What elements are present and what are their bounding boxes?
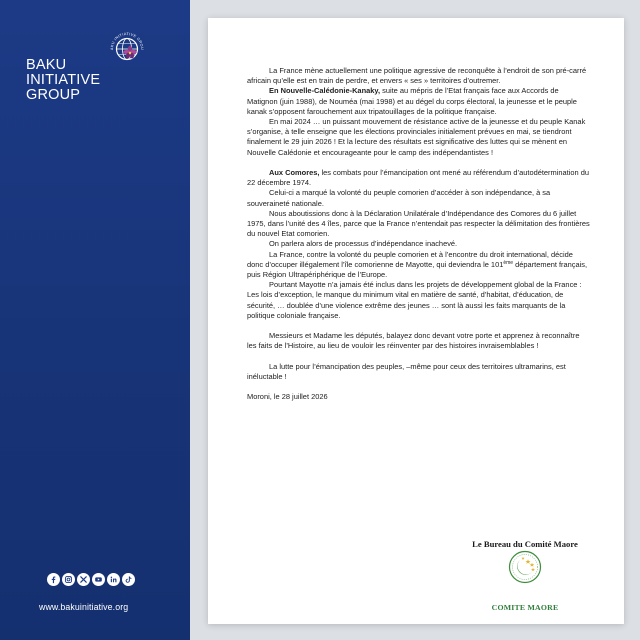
signature-title: Le Bureau du Comité Maore <box>472 539 578 549</box>
letter-paragraph-6: Nous aboutissions donc à la Déclaration Unilatérale d’Indépendance des Comores du 6 juillet 1975, dans l’unité des 4 îles, parce que la France n’entendait pas respecter la délimitation des frontières du nouvel Etat comorien. <box>247 208 590 239</box>
letter-paragraph-10: Messieurs et Madame les députés, balayez donc devant votre porte et apprenez à reconnaître les faits de l’Histoire, au lieu de vouloir les réinventer par des histoires invraisemblables ! <box>247 331 580 351</box>
tiktok-icon[interactable] <box>122 573 135 586</box>
organization-name: COMITE MAORE <box>491 603 559 612</box>
letter-paragraph-2-text: suite au mépris de l’Etat français face aux Accords de Matignon (juin 1988), de Nouméa (mai 1998) et au dégel du corps électoral, la jeunesse et le peuple kanak s’opposent farouchement aux tripatouillages de la politique française. <box>247 86 577 116</box>
brand-line-baku: BAKU <box>26 57 67 73</box>
letter-paragraph-4-text: les combats pour l’émancipation ont mené au référendum d’autodétermination du 22 décembre 1974. <box>247 168 589 188</box>
letter-paragraph-2 <box>247 86 591 117</box>
logo-arc-text: AKU INITIATIVE GROU <box>109 31 145 51</box>
linkedin-icon[interactable] <box>107 573 120 586</box>
letter-paragraph-1: La France mène actuellement une politique agressive de reconquête à l’endroit de son pré-carré africain qu’elle est en train de perdre, et envers « ses » territoires d’outremer. <box>247 66 587 86</box>
letter-paragraph-11: La lutte pour l’émancipation des peuples, –même pour ceux des territoires ultramarins, est inéluctable ! <box>247 361 566 382</box>
letter-body <box>247 66 591 403</box>
letter-paragraph-5: Celui-ci a marqué la volonté du peuple comorien d’accéder à son indépendance, à sa souveraineté nationale. <box>247 188 551 208</box>
brand-line-initiative: INITIATIVE <box>26 72 101 88</box>
instagram-icon[interactable] <box>62 573 75 586</box>
letter-paragraph-7: On parlera alors de processus d’indépendance inachevé. <box>269 239 458 249</box>
comite-maore-emblem <box>508 550 542 584</box>
website-link[interactable]: www.bakuinitiative.org <box>39 602 129 612</box>
youtube-icon[interactable] <box>92 573 105 586</box>
letter-paragraph-8 <box>247 250 591 281</box>
letter-paragraph-9: Pourtant Mayotte n’a jamais été inclus dans les projets de développement global de la France : Les lois d’exception, le manque du minimum vital en matière de santé, d’habitat, d’éducation, de sécurité, … doublée d’une violence extrême des jeunes … sont là aussi les faits marquants de la politique coloniale française. <box>247 280 582 320</box>
signature-block <box>470 539 580 621</box>
sidebar <box>0 0 190 640</box>
facebook-icon[interactable] <box>47 573 60 586</box>
letter-paragraph-8-part-a: La France, contre la volonté du peuple comorien et à l’encontre du droit international, décide donc d’occuper illégalement l’île comorienne de Mayotte, qui deviendra le 101 <box>247 249 573 269</box>
baku-initiative-logo <box>106 28 148 70</box>
ordinal-superscript: ème <box>503 259 514 266</box>
date-line: Moroni, le 28 juillet 2026 <box>247 392 328 402</box>
nouvelle-caledonie-heading: En Nouvelle-Calédonie-Kanaky, <box>269 86 381 96</box>
brand-line-group: GROUP <box>26 87 81 103</box>
letter-paragraph-4 <box>247 168 591 188</box>
brand-name <box>26 58 100 103</box>
comores-heading: Aux Comores, <box>269 168 320 178</box>
social-links <box>47 573 135 586</box>
x-icon[interactable] <box>77 573 90 586</box>
letter-paragraph-8-part-b: département français, puis Région Ultrapériphérique de l’Europe. <box>247 259 588 280</box>
letter-page <box>208 18 624 624</box>
letter-paragraph-3: En mai 2024 … un puissant mouvement de résistance active de la jeunesse et du peuple Kanak s’organise, à telle enseigne que les élections provinciales initialement prévues en mai, se tiendront finalement le 29 juin 2026 ! Et la lecture des résultats est significative des luttes qui se mènent en Nouvelle Calédonie et encourageante pour le camp des indépendantistes ! <box>247 117 586 157</box>
